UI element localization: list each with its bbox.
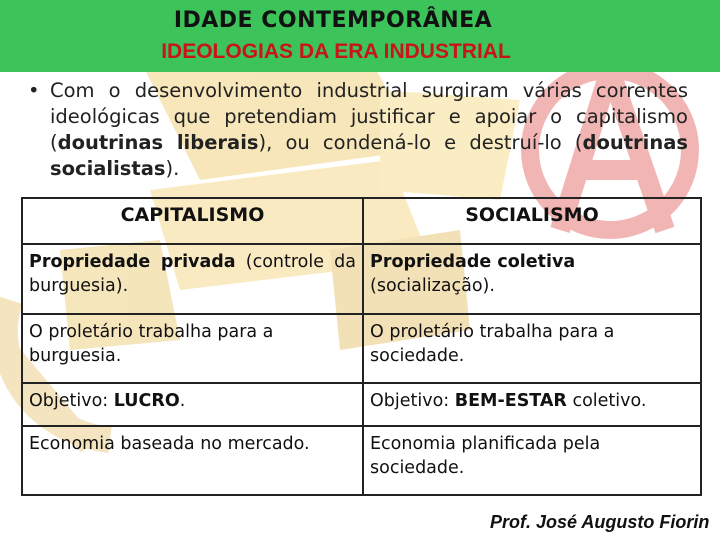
- page-title: IDADE CONTEMPORÂNEA: [173, 8, 493, 33]
- header-socialismo: SOCIALISMO: [362, 199, 700, 243]
- table-cell-socialismo: Propriedade coletiva (socialização).: [362, 245, 700, 313]
- table-cell-capitalismo: Objetivo: LUCRO.: [29, 391, 186, 411]
- author-credit: Prof. José Augusto Fiorin: [490, 512, 710, 532]
- table-header-row: [23, 199, 700, 243]
- table-cell-socialismo: O proletário trabalha para a sociedade.: [362, 315, 700, 382]
- intro-paragraph: [28, 78, 688, 182]
- header-capitalismo: CAPITALISMO: [120, 204, 265, 226]
- table-row: [23, 425, 700, 494]
- table-row: [23, 243, 700, 313]
- table-cell-capitalismo: Propriedade privada (controle da burguesia).: [29, 252, 356, 296]
- table-cell-socialismo: Economia planificada pela sociedade.: [362, 427, 700, 494]
- table-row: [23, 313, 700, 382]
- page-subtitle: IDEOLOGIAS DA ERA INDUSTRIAL: [161, 40, 511, 63]
- table-cell-socialismo: Objetivo: BEM-ESTAR coletivo.: [362, 384, 700, 425]
- comparison-table: [21, 197, 702, 496]
- table-cell-capitalismo: O proletário trabalha para a burguesia.: [29, 322, 274, 366]
- intro-text: Com o desenvolvimento industrial surgiram várias correntes ideológicas que pretendiam justificar e apoiar o capitalismo (doutrinas liberais), ou condená-lo e destruí-lo (doutrinas socialistas).: [50, 79, 688, 180]
- table-cell-capitalismo: Economia baseada no mercado.: [29, 434, 310, 454]
- table-row: [23, 382, 700, 425]
- bullet-icon: •: [28, 79, 40, 102]
